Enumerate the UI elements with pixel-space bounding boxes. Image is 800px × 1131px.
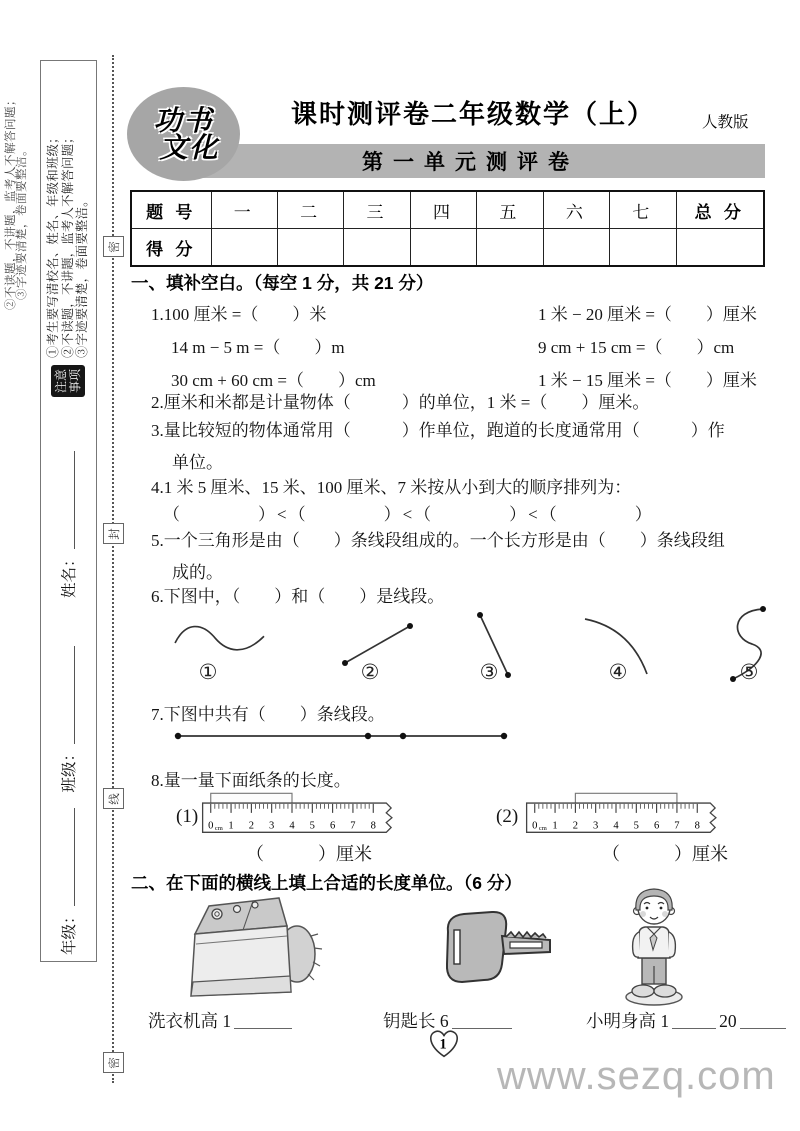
unit-banner	[176, 144, 765, 178]
class-field	[57, 646, 79, 793]
q8-item1-answer: （ ）厘米	[246, 844, 372, 864]
score-cell	[610, 229, 676, 267]
q6-figure-label-5: ⑤	[739, 660, 759, 684]
q7-text: 7.下图中共有（ ）条线段。	[151, 705, 385, 724]
score-col-header: 总 分	[676, 191, 764, 229]
caption-washing-machine: 洗衣机高 1	[148, 1008, 295, 1033]
svg-text:7: 7	[674, 820, 680, 832]
q6-text: 6.下图中，（ ）和（ ）是线段。	[151, 587, 445, 606]
q6-figure-wavy-curve-1	[172, 620, 268, 664]
score-table-header-row	[131, 191, 764, 229]
watermark-text: www.sezq.com	[497, 1054, 776, 1098]
q8-item2-answer: （ ）厘米	[602, 844, 728, 864]
ruler-figure-2	[525, 790, 720, 834]
score-cell	[344, 229, 410, 267]
section1-title: 一、填补空白。（每空 1 分，共 21 分）	[131, 273, 434, 293]
caption-boy: 小明身高 1 20	[586, 1008, 789, 1033]
svg-text:6: 6	[329, 820, 336, 832]
q6-figure-label-4: ④	[608, 660, 628, 684]
score-cell	[410, 229, 476, 267]
notice-lines	[46, 131, 90, 358]
grade-label: 年级：	[61, 908, 78, 955]
sidebar-student-info-box	[40, 60, 97, 962]
q1-item: 1 米 − 20 厘米 =（ ）厘米	[538, 305, 757, 324]
score-col-header: 五	[477, 191, 543, 229]
class-blank-line	[61, 646, 75, 744]
score-cell	[211, 229, 277, 267]
score-table	[130, 190, 765, 267]
score-col-header: 七	[610, 191, 676, 229]
score-cell	[277, 229, 343, 267]
edition-label: 人教版	[702, 114, 749, 131]
grade-blank-line	[61, 808, 75, 906]
score-cell	[477, 229, 543, 267]
q1-item: 30 cm + 60 cm =（ ）cm	[171, 371, 376, 390]
class-label: 班级：	[61, 745, 78, 793]
svg-text:2: 2	[248, 820, 255, 832]
svg-text:6: 6	[653, 820, 660, 832]
page-number: 1	[439, 1036, 447, 1053]
svg-text:0: 0	[532, 820, 538, 832]
svg-text:3: 3	[593, 820, 599, 832]
key-image	[438, 906, 556, 998]
sidebar-rotated-strip	[41, 61, 95, 963]
unit-banner-title: 第一单元测评卷	[362, 151, 579, 174]
notice-line: ③字迹要清楚，卷面要整洁。	[75, 194, 90, 358]
notice-block	[46, 67, 90, 397]
ruler-unit: cm	[538, 824, 547, 832]
svg-text:5: 5	[633, 820, 639, 832]
seal-dotted-line	[112, 55, 114, 1083]
ruler-figure-1	[201, 790, 396, 834]
q6-figure-label-1: ①	[198, 660, 218, 684]
grade-field	[57, 808, 79, 955]
unit-blank-line	[234, 1016, 292, 1029]
bleed-text-line: ②不读题，不讲题，监考人不解答问题；	[5, 94, 17, 310]
name-field	[57, 451, 79, 598]
svg-text:3: 3	[269, 820, 275, 832]
q1-item: 14 m − 5 m =（ ）m	[171, 338, 345, 357]
score-col-header: 四	[410, 191, 476, 229]
q8-text: 8.量一量下面纸条的长度。	[151, 771, 351, 790]
svg-text:1: 1	[552, 820, 558, 832]
section2-title: 二、在下面的横线上填上合适的长度单位。（6 分）	[131, 873, 522, 893]
washing-machine-image	[173, 892, 323, 1004]
svg-text:4: 4	[289, 820, 295, 832]
logo-text-line2: 文化	[159, 131, 220, 164]
caption-key: 钥匙长 6	[383, 1008, 515, 1033]
q1-item: 9 cm + 15 cm =（ ）cm	[538, 338, 735, 357]
seal-char-box: 封	[103, 523, 124, 544]
score-table-score-row	[131, 229, 764, 267]
q2-text: 2.厘米和米都是计量物体（ ）的单位，1 米 =（ ）厘米。	[151, 393, 650, 412]
seal-char-box: 密	[103, 236, 124, 257]
score-cell	[676, 229, 764, 267]
paper-strip-2	[575, 793, 677, 803]
q6-figure-label-2: ②	[360, 660, 380, 684]
seal-char-box: 线	[103, 788, 124, 809]
ruler-unit: cm	[214, 824, 223, 832]
svg-text:8: 8	[694, 820, 700, 832]
q3-text-line2: 单位。	[172, 453, 223, 472]
score-col-header: 二	[277, 191, 343, 229]
score-col-header: 一	[211, 191, 277, 229]
q4-answer-line: （ ）<（ ）<（ ）<（ ）	[163, 505, 654, 524]
paper-title: 课时测评卷二年级数学（上）	[290, 99, 655, 129]
boy-image	[617, 884, 691, 1008]
svg-text:4: 4	[613, 820, 619, 832]
svg-text:1: 1	[228, 820, 234, 832]
q6-figure-label-3: ③	[479, 660, 499, 684]
q7-segment-figure	[174, 726, 510, 746]
svg-text:5: 5	[309, 820, 315, 832]
page-number-heart	[425, 1026, 463, 1062]
q3-text-line1: 3.量比较短的物体通常用（ ）作单位，跑道的长度通常用（ ）作	[151, 421, 725, 440]
score-col-header: 题 号	[131, 191, 211, 229]
unit-blank-line	[672, 1016, 716, 1029]
svg-text:8: 8	[370, 820, 376, 832]
q5-text-line2: 成的。	[172, 563, 223, 582]
unit-blank-line	[740, 1016, 786, 1029]
svg-text:2: 2	[572, 820, 579, 832]
q1-item: 1.100 厘米 =（ ）米	[151, 305, 327, 324]
q1-item: 1 米 − 15 厘米 =（ ）厘米	[538, 371, 757, 390]
publisher-logo	[127, 87, 240, 181]
bleed-text-line: ③字迹要清楚，卷面要整洁。	[16, 144, 28, 300]
q8-item1-label: (1)	[176, 806, 199, 827]
q8-item2-label: (2)	[496, 806, 519, 827]
q4-text-line1: 4.1 米 5 厘米、15 米、100 厘米、7 米按从小到大的顺序排列为：	[151, 478, 632, 497]
notice-label: 注意 事项	[51, 365, 86, 397]
score-row-label: 得 分	[131, 229, 211, 267]
logo-text-line1: 功书	[153, 103, 214, 137]
q5-text-line1: 5.一个三角形是由（ ）条线段组成的。一个长方形是由（ ）条线段组	[151, 531, 725, 550]
paper-strip-1	[211, 793, 292, 803]
score-col-header: 六	[543, 191, 609, 229]
name-blank-line	[61, 451, 75, 549]
name-label: 姓名：	[61, 551, 78, 598]
score-cell	[543, 229, 609, 267]
svg-text:0: 0	[208, 820, 214, 832]
notice-line: ①考生要写清校名、姓名、年级和班级；	[45, 131, 60, 358]
seal-char-box: 密	[103, 1052, 124, 1073]
score-col-header: 三	[344, 191, 410, 229]
notice-line: ②不读题，不讲题，监考人不解答问题；	[60, 131, 75, 358]
svg-text:7: 7	[350, 820, 356, 832]
